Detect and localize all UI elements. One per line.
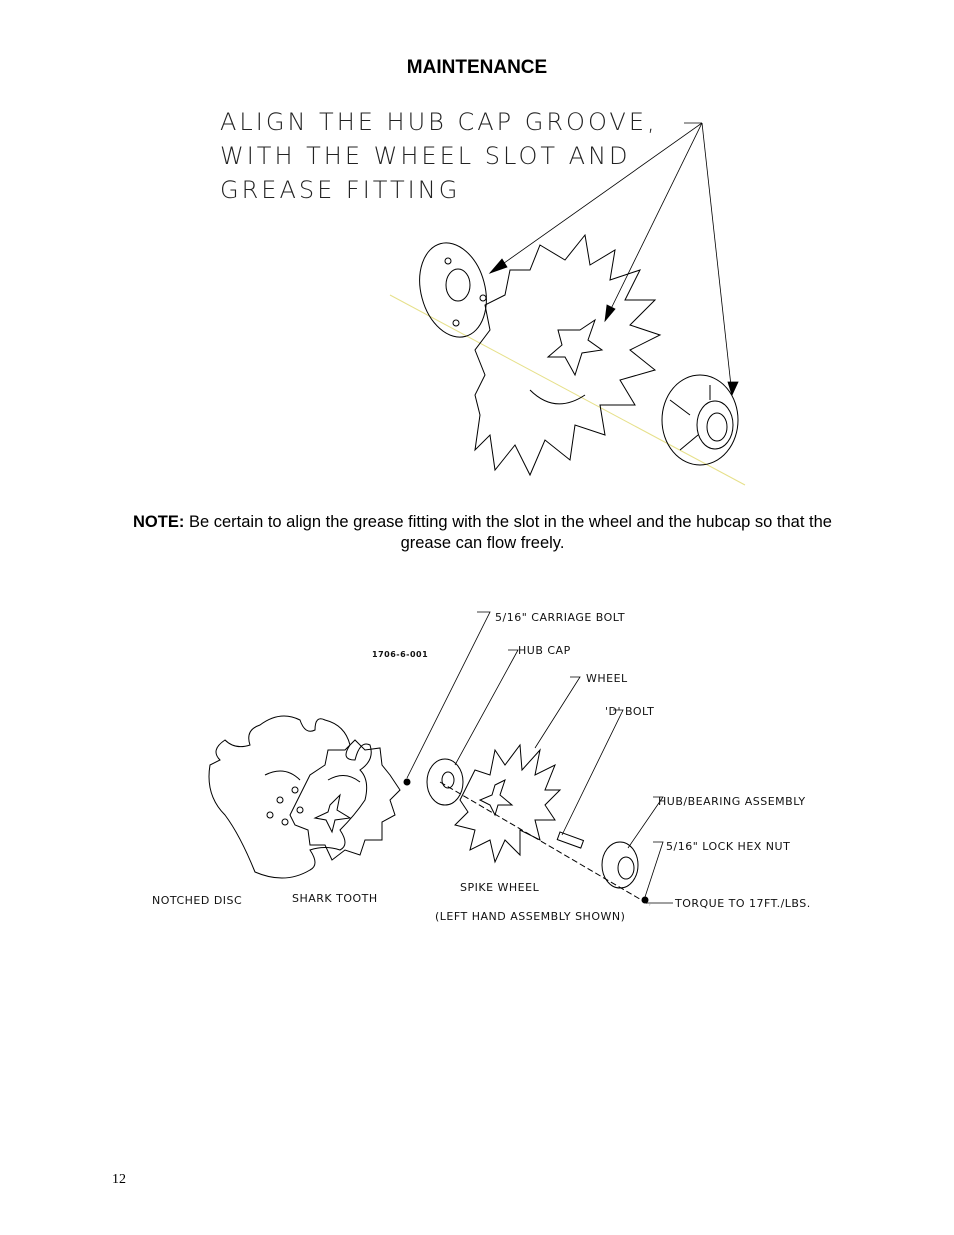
hub-bearing-drawing	[662, 375, 738, 465]
torque-callout: TORQUE TO 17FT./LBS.	[675, 897, 811, 910]
center-line	[390, 295, 745, 485]
spike-wheel-drawing	[455, 745, 560, 862]
wheel-callout: WHEEL	[586, 672, 628, 685]
carriage-bolt-callout: 5/16" CARRIAGE BOLT	[495, 611, 626, 624]
hub-cap-callout: HUB CAP	[518, 644, 571, 657]
callout-line: WITH THE WHEEL SLOT AND	[220, 142, 631, 170]
lock-nut-callout: 5/16" LOCK HEX NUT	[666, 840, 791, 853]
alignment-callout	[220, 105, 658, 207]
spike-wheel-label: SPIKE WHEEL	[460, 881, 540, 894]
hub-bearing-callout: HUB/BEARING ASSEMBLY	[658, 795, 806, 808]
drawing-number: 1706-6-001	[372, 650, 429, 659]
assembly-note: (LEFT HAND ASSEMBLY SHOWN)	[435, 910, 626, 923]
note-paragraph	[110, 512, 855, 554]
notched-disc-label: NOTCHED DISC	[152, 894, 243, 907]
page-number: 12	[112, 1172, 126, 1187]
callout-line: GREASE FITTING	[220, 176, 461, 204]
d-bolt-callout: 'D' BOLT	[605, 705, 655, 718]
shark-tooth-label: SHARK TOOTH	[292, 892, 378, 905]
note-label: NOTE:	[133, 513, 185, 531]
notched-disc-drawing	[209, 716, 371, 878]
note-text: Be certain to align the grease fitting with the slot in the wheel and the hubcap so that the grease can flow freely.	[188, 513, 832, 552]
page-title: MAINTENANCE	[406, 57, 548, 78]
callout-line: ALIGN THE HUB CAP GROOVE,	[220, 108, 658, 136]
